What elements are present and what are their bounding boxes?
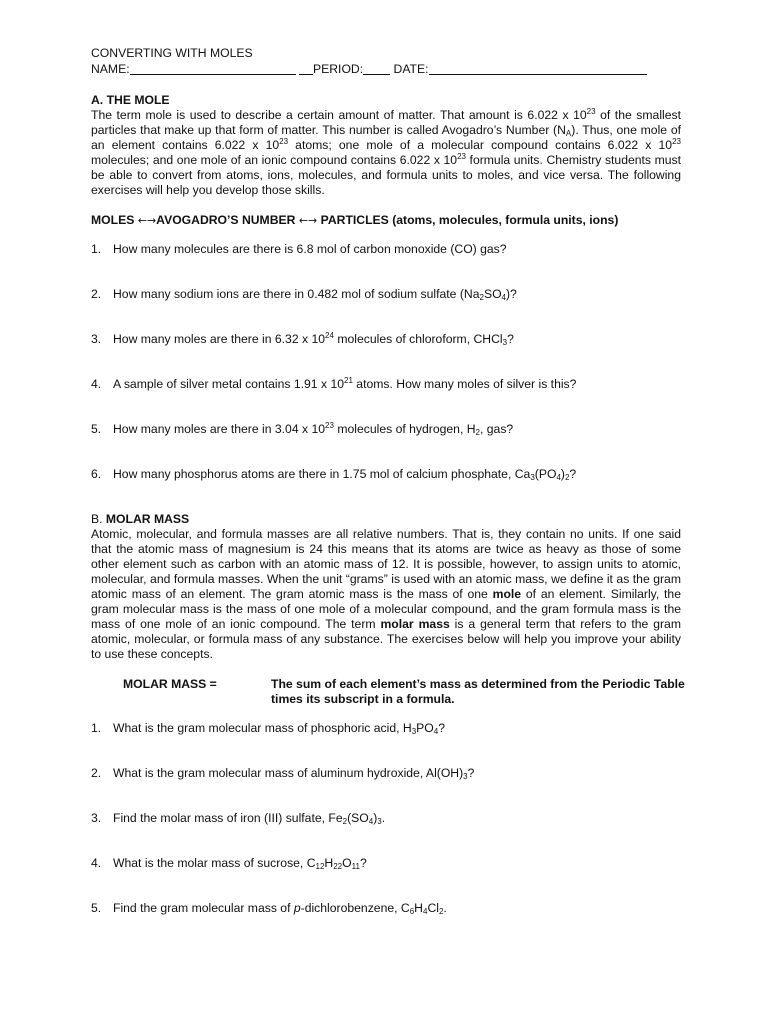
question-a-3: 3. How many moles are there in 6.32 x $10^{24}$ molecules of chloroform, CHCl$_3$? [91,331,514,347]
period-label: PERIOD: [313,62,364,76]
molar-mass-definition: The sum of each element’s mass as determined from the Periodic Table times its subscript in a formula. [271,677,685,706]
question-a-2: 2. How many sodium ions are there in 0.482 mol of sodium sulfate $(Na_2SO_4)$? [91,287,517,302]
double-arrow-icon: ←→ [137,214,157,227]
period-lead-blank [299,63,313,75]
date-blank[interactable] [429,63,647,75]
question-b-4: 4. What is the molar mass of sucrose, $C_{12}H_{22}O_{11}$? [91,856,367,871]
question-b-5: 5. Find the gram molecular mass of p-dichlorobenzene, $C_6H_4Cl_2$. [91,901,447,916]
question-a-6: 6. How many phosphorus atoms are there in 1.75 mol of calcium phosphate, $Ca_3(PO_4)_2$? [91,467,577,482]
period-blank[interactable] [363,63,390,75]
conversion-heading: MOLES ←→AVOGADRO’S NUMBER ←→ PARTICLES (atoms, molecules, formula units, ions) [91,213,619,227]
double-arrow-icon: ←→ [298,214,318,227]
question-b-3: 3. Find the molar mass of iron (III) sulfate, $Fe_2(SO_4)_3$. [91,811,386,826]
worksheet-title: CONVERTING WITH MOLES [91,46,253,60]
section-a-paragraph: The term mole is used to describe a certain amount of matter. That amount is 6.022 x $10^{23}$ of the smallest particles that make up that form of matter. This number is called Avogadro’s Number $(N_A)$. Thus, one mole of an element contains 6.022 x $10^{23}$ atoms; one mole of a molecular compound contains 6.022 x $10^{23}$ molecules; and one mole of an ionic compound contains 6.022 x $10^{23}$ formula units. Chemistry students must be able to convert from atoms, ions, molecules, and formula units to moles, and vice versa. The following exercises will help you develop those skills. [91,107,682,197]
section-a-heading: A. THE MOLE [91,93,170,107]
section-b-heading: B. MOLAR MASS [91,512,190,526]
question-b-2: 2. What is the gram molecular mass of aluminum hydroxide, $Al(OH)_3$? [91,766,475,781]
question-a-5: 5. How many moles are there in 3.04 x $10^{23}$ molecules of hydrogen, $H_2$, gas? [91,421,514,437]
question-a-4: 4. A sample of silver metal contains 1.91 x $10^{21}$ atoms. How many moles of silver is this? [91,376,577,391]
question-a-1: 1. How many molecules are there is 6.8 mol of carbon monoxide (CO) gas? [91,242,507,256]
date-label: DATE: [393,62,429,76]
name-blank[interactable] [130,63,296,75]
header-fields-row [91,62,647,76]
name-label: NAME: [91,62,130,76]
section-b-paragraph: Atomic, molecular, and formula masses are all relative numbers. That is, they contain no units. If one said that the atomic mass of magnesium is 24 this means that its atoms are twice as heavy as those of some other element such as carbon with an atomic mass of 12. It is possible, however, to assign units to atomic, molecular, and formula masses. When the unit “grams” is used with an atomic mass, we define it as the gram atomic mass of an element. The gram atomic mass is the mass of one mole of an element. Similarly, the gram molecular mass is the mass of one mole of a molecular compound, and the gram formula mass is the mass of one mole of an ionic compound. The term molar mass is a general term that refers to the gram atomic, molecular, or formula mass of any substance. The exercises below will help you improve your ability to use these concepts. [91,527,681,661]
molar-mass-label: MOLAR MASS = [123,677,217,691]
question-b-1: 1. What is the gram molecular mass of phosphoric acid, $H_3PO_4$? [91,721,446,736]
